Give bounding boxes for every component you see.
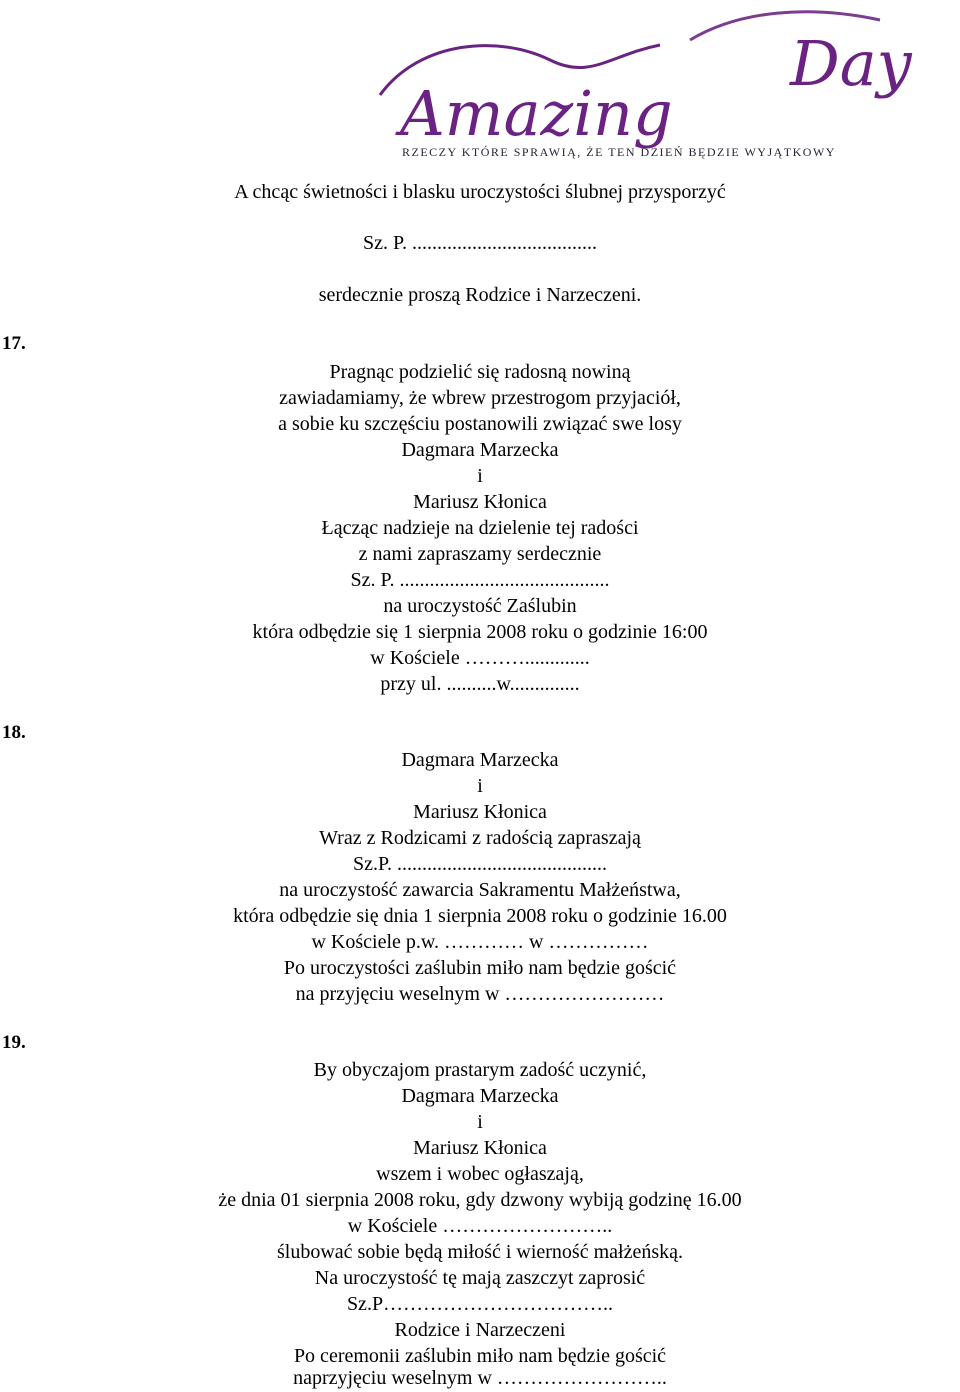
s19-line: ślubować sobie będą miłość i wierność małżeńską. bbox=[277, 1241, 683, 1263]
s19-line: naprzyjęciu weselnym w …………………….. bbox=[293, 1367, 667, 1389]
s18-line: Po uroczystości zaślubin miło nam będzie gościć bbox=[283, 957, 677, 979]
s19-line: Po ceremonii zaślubin miło nam będzie gościć bbox=[293, 1345, 667, 1367]
amazing-day-logo bbox=[360, 0, 960, 165]
s17-line: i bbox=[477, 465, 483, 487]
s18-line: Sz.P. .......................................... bbox=[353, 853, 607, 875]
section-17-number: 17. bbox=[2, 333, 26, 354]
logo-title-amazing: Amazing bbox=[400, 77, 673, 150]
s18-line: która odbędzie się dnia 1 sierpnia 2008 roku o godzinie 16.00 bbox=[233, 905, 727, 927]
section-18-number: 18. bbox=[2, 722, 26, 743]
s17-line: na uroczystość Zaślubin bbox=[383, 595, 577, 617]
s17-line: z nami zapraszamy serdecznie bbox=[358, 543, 602, 565]
s19-line: Na uroczystość tę mają zaszczyt zaprosić bbox=[314, 1267, 646, 1289]
intro-line-2: Sz. P. ..................................... bbox=[363, 232, 597, 254]
s19-line: Sz.P…………………………….. bbox=[346, 1293, 614, 1315]
s17-line: Sz. P. .......................................... bbox=[350, 569, 610, 591]
logo-tagline: Rzeczy które sprawią, że TEN dzień będzie wyjątkowy bbox=[402, 145, 836, 159]
s17-line: Mariusz Kłonica bbox=[413, 491, 547, 513]
s17-line: która odbędzie się 1 sierpnia 2008 roku o godzinie 16:00 bbox=[252, 621, 708, 643]
s18-line: na uroczystość zawarcia Sakramentu Małżeństwa, bbox=[279, 879, 681, 901]
intro-line-1: A chcąc świetności i blasku uroczystości ślubnej przysporzyć bbox=[234, 181, 726, 203]
logo-graphic bbox=[360, 0, 960, 165]
s19-line: Rodzice i Narzeczeni bbox=[394, 1319, 566, 1341]
s19-line: Mariusz Kłonica bbox=[413, 1137, 547, 1159]
s17-line: przy ul. ..........w.............. bbox=[380, 673, 580, 695]
s17-line: w Kościele ………............. bbox=[370, 647, 590, 669]
s19-line: By obyczajom prastarym zadość uczynić, bbox=[313, 1059, 647, 1081]
s18-line: Dagmara Marzecka bbox=[401, 749, 559, 771]
s19-line: w Kościele …………………….. bbox=[347, 1215, 613, 1237]
s17-line: Pragnąc podzielić się radosną nowiną bbox=[329, 361, 631, 383]
intro-line-3: serdecznie proszą Rodzice i Narzeczeni. bbox=[318, 284, 642, 306]
s18-line: na przyjęciu weselnym w …………………… bbox=[295, 983, 665, 1005]
logo-title-day: Day bbox=[790, 27, 912, 100]
section-19-number: 19. bbox=[2, 1032, 26, 1053]
s18-line: w Kościele p.w. ………… w …………… bbox=[311, 931, 649, 953]
s19-line: i bbox=[477, 1111, 483, 1133]
s17-line: Łącząc nadzieje na dzielenie tej radości bbox=[321, 517, 639, 539]
s19-line: wszem i wobec ogłaszają, bbox=[376, 1163, 584, 1185]
s19-line: że dnia 01 sierpnia 2008 roku, gdy dzwony wybiją godzinę 16.00 bbox=[218, 1189, 742, 1211]
s18-line: Mariusz Kłonica bbox=[413, 801, 547, 823]
s17-line: a sobie ku szczęściu postanowili związać swe losy bbox=[278, 413, 682, 435]
s17-line: Dagmara Marzecka bbox=[401, 439, 559, 461]
s18-line: Wraz z Rodzicami z radością zapraszają bbox=[319, 827, 641, 849]
s19-line: Dagmara Marzecka bbox=[401, 1085, 559, 1107]
s17-line: zawiadamiamy, że wbrew przestrogom przyjaciół, bbox=[279, 387, 681, 409]
s18-line: i bbox=[477, 775, 483, 797]
